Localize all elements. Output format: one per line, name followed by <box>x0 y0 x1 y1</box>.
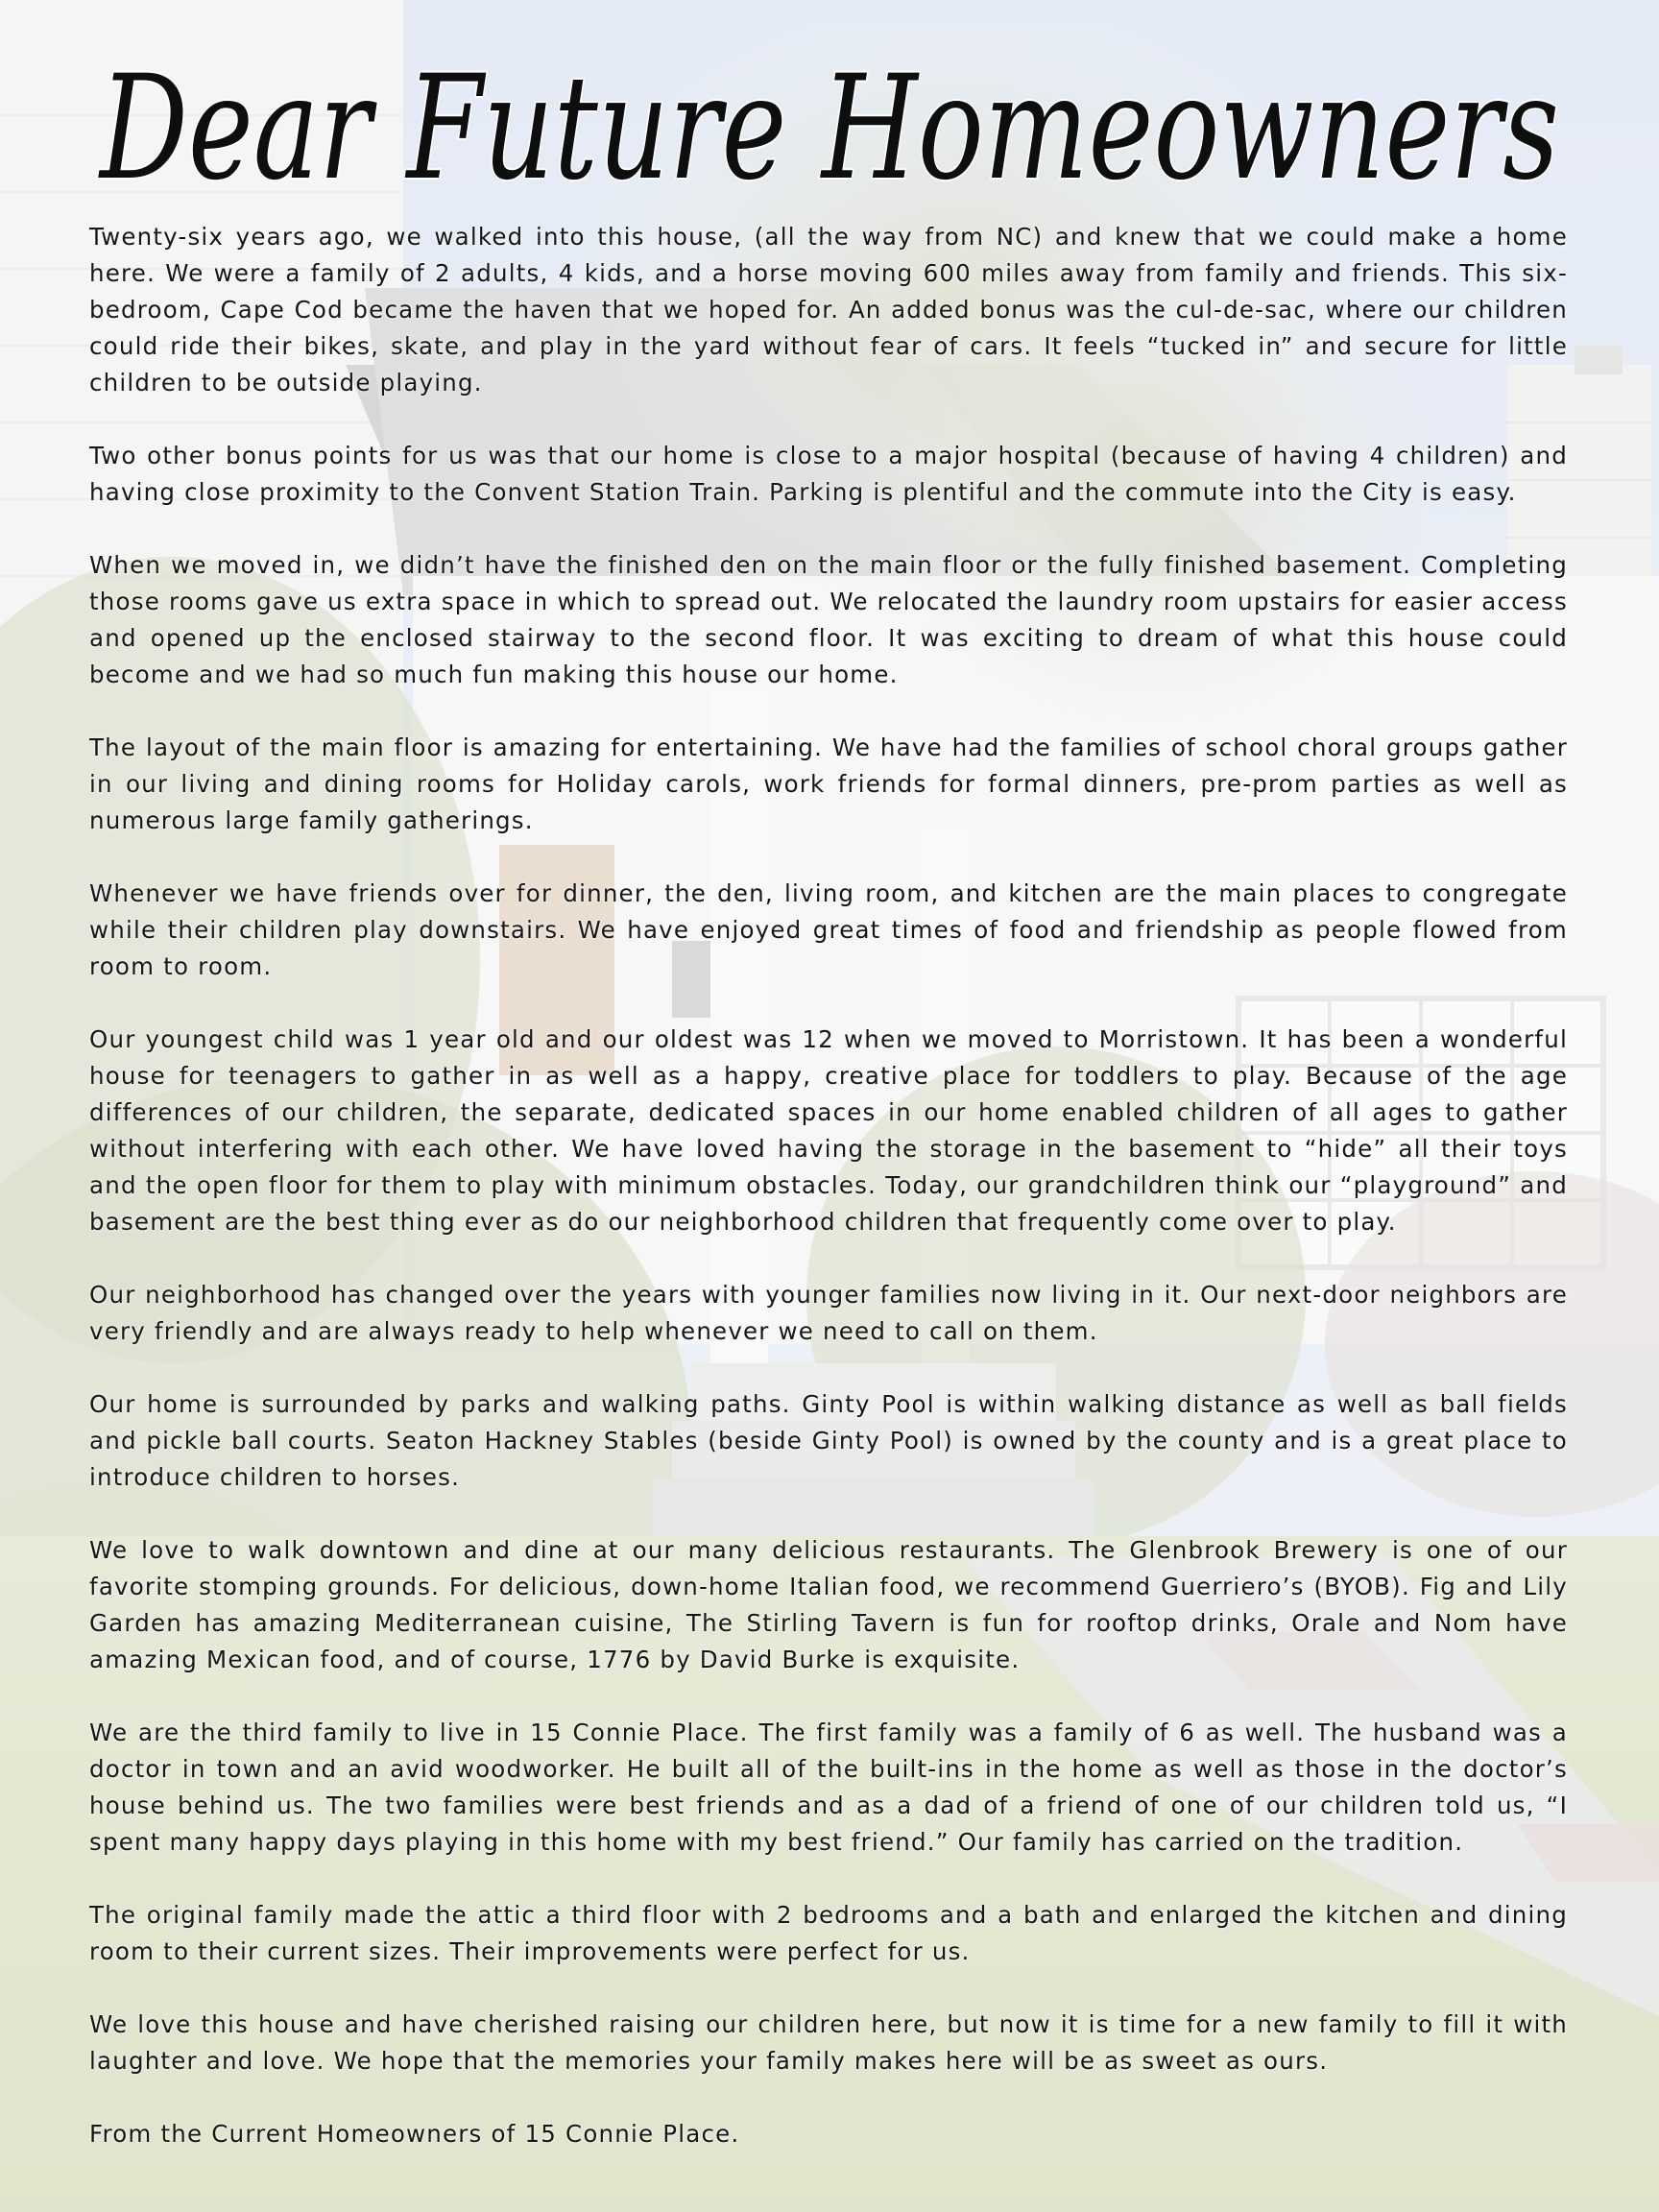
paragraph-arrival: Twenty-six years ago, we walked into this house, (all the way from NC) and knew that we could make a home here. We were a family of 2 adults, 4 kids, and a horse moving 600 miles away from family and friends. This six-bedroom, Cape Cod became the haven that we hoped for. An added bonus was the cul-de-sac, where our children could ride their bikes, skate, and play in the yard without fear of cars. It feels “tucked in” and secure for little children to be outside playing. <box>89 223 1568 397</box>
paragraph-friends: Whenever we have friends over for dinner, the den, living room, and kitchen are the main places to congregate while their children play downstairs. We have enjoyed great times of food and friendship as people flowed from room to room. <box>89 879 1568 980</box>
letter-signoff: From the Current Homeowners of 15 Connie Place. <box>89 2120 740 2148</box>
letter-title-text: Dear Future Homeowners <box>97 45 1559 212</box>
letter-body <box>89 219 1568 2152</box>
letter-title <box>58 0 1601 230</box>
paragraph-restaurants: We love to walk downtown and dine at our many delicious restaurants. The Glenbrook Brewery is one of our favorite stomping grounds. For delicious, down-home Italian food, we recommend Guerriero’s (BYOB). Fig and Lily Garden has amazing Mediterranean cuisine, The Stirling Tavern is fun for rooftop drinks, Orale and Nom have amazing Mexican food, and of course, 1776 by David Burke is exquisite. <box>89 1536 1568 1673</box>
paragraph-history: We are the third family to live in 15 Connie Place. The first family was a family of 6 as well. The husband was a doctor in town and an avid woodworker. He built all of the built-ins in the home as well as those in the doctor’s house behind us. The two families were best friends and as a dad of a friend of one of our children told us, “I spent many happy days playing in this home with my best friend.” Our family has carried on the tradition. <box>89 1719 1568 1856</box>
paragraph-parks: Our home is surrounded by parks and walking paths. Ginty Pool is within walking distance as well as ball fields and pickle ball courts. Seaton Hackney Stables (beside Ginty Pool) is owned by the county and is a great place to introduce children to horses. <box>89 1390 1568 1491</box>
paragraph-bonus-points: Two other bonus points for us was that our home is close to a major hospital (because of having 4 children) and having close proximity to the Convent Station Train. Parking is plentiful and the commute into the City is easy. <box>89 442 1568 506</box>
paragraph-neighborhood: Our neighborhood has changed over the years with younger families now living in it. Our next-door neighbors are very friendly and are always ready to help whenever we need to call on them. <box>89 1281 1568 1345</box>
paragraph-renovations: When we moved in, we didn’t have the finished den on the main floor or the fully finished basement. Completing those rooms gave us extra space in which to spread out. We relocated the laundry room upstairs for easier access and opened up the enclosed stairway to the second floor. It was exciting to dream of what this house could become and we had so much fun making this house our home. <box>89 551 1568 688</box>
paragraph-original-family: The original family made the attic a third floor with 2 bedrooms and a bath and enlarged the kitchen and dining room to their current sizes. Their improvements were perfect for us. <box>89 1901 1568 1965</box>
paragraph-farewell: We love this house and have cherished raising our children here, but now it is time for a new family to fill it with laughter and love. We hope that the memories your family makes here will be as sweet as ours. <box>89 2010 1568 2075</box>
paragraph-children: Our youngest child was 1 year old and our oldest was 12 when we moved to Morristown. It has been a wonderful house for teenagers to gather in as well as a happy, creative place for toddlers to play. Because of the age differences of our children, the separate, dedicated spaces in our home enabled children of all ages to gather without interfering with each other. We have loved having the storage in the basement to “hide” all their toys and the open floor for them to play with minimum obstacles. Today, our grandchildren think our “playground” and basement are the best thing ever as do our neighborhood children that frequently come over to play. <box>89 1025 1568 1236</box>
paragraph-entertaining: The layout of the main floor is amazing for entertaining. We have had the families of school choral groups gather in our living and dining rooms for Holiday carols, work friends for formal dinners, pre-prom parties as well as numerous large family gatherings. <box>89 733 1568 834</box>
